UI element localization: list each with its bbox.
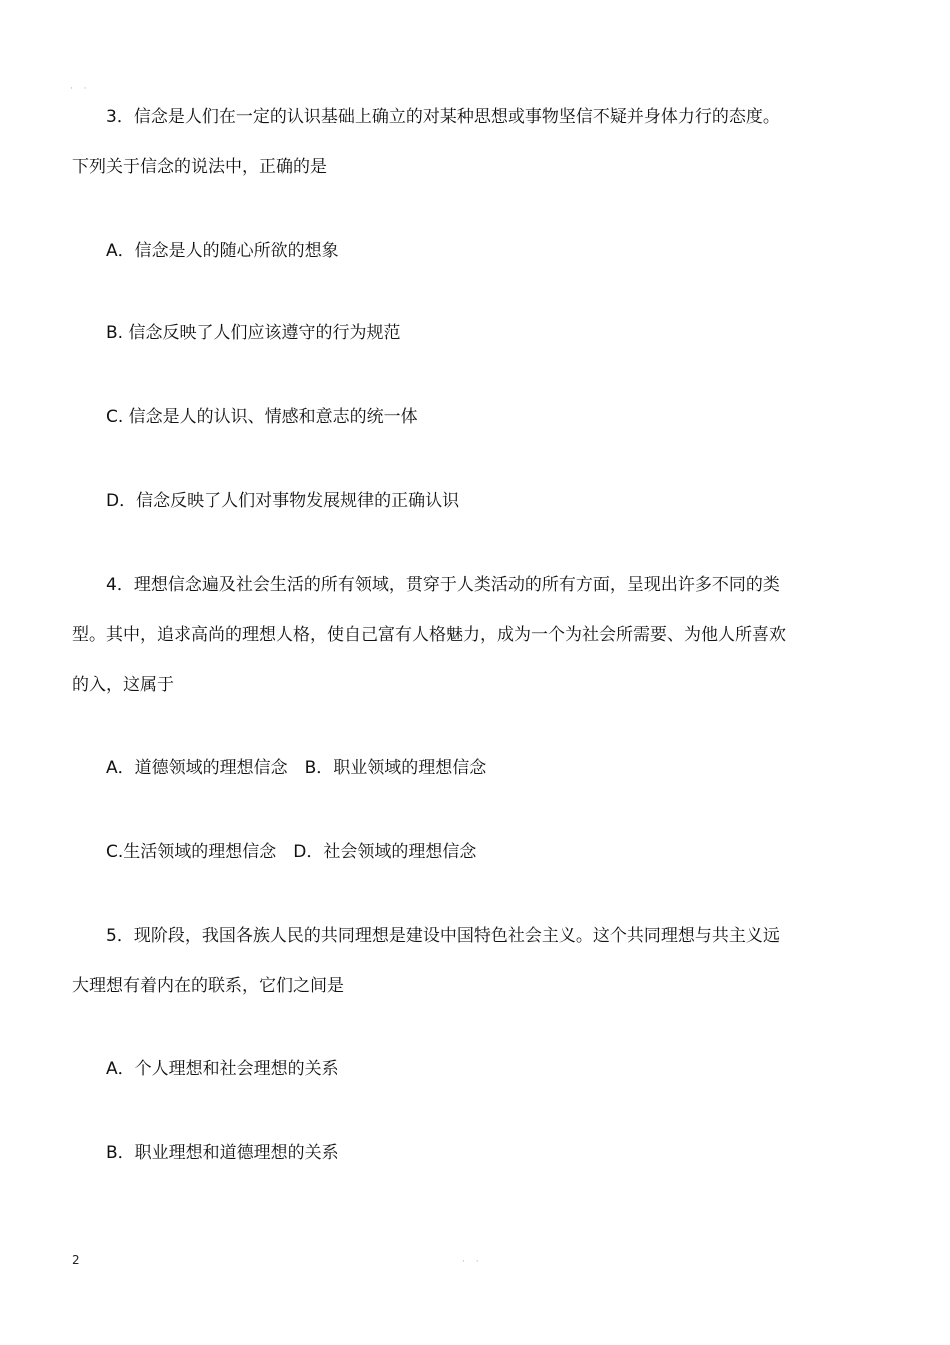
answer-option: A．信念是人的随心所欲的想象	[106, 241, 339, 261]
answer-option: B. 信念反映了人们应该遵守的行为规范	[106, 323, 401, 343]
question-stem-line: 5．现阶段，我国各族人民的共同理想是建设中国特色社会主义。这个共同理想与共主义远	[106, 926, 780, 946]
question-stem-line: 下列关于信念的说法中，正确的是	[72, 157, 327, 177]
question-stem-line: 的入，这属于	[72, 675, 174, 695]
answer-option: A．道德领域的理想信念 B．职业领域的理想信念	[106, 758, 487, 778]
answer-option: C.生活领域的理想信念 D．社会领域的理想信念	[106, 842, 477, 862]
question-stem-line: 大理想有着内在的联系，它们之间是	[72, 976, 344, 996]
answer-option: C. 信念是人的认识、情感和意志的统一体	[106, 407, 418, 427]
answer-option: D．信念反映了人们对事物发展规律的正确认识	[106, 491, 460, 511]
question-stem-line: 4．理想信念遍及社会生活的所有领域，贯穿于人类活动的所有方面，呈现出许多不同的类	[106, 575, 780, 595]
page-number: 2	[72, 1253, 80, 1267]
footer-marks: · ·	[462, 1257, 483, 1267]
question-stem-line: 型。其中，追求高尚的理想人格，使自己富有人格魅力，成为一个为社会所需要、为他人所喜欢	[72, 625, 786, 645]
header-marks: · ·	[70, 84, 91, 94]
question-stem-line: 3．信念是人们在一定的认识基础上确立的对某种思想或事物坚信不疑并身体力行的态度。	[106, 107, 780, 127]
answer-option: A．个人理想和社会理想的关系	[106, 1059, 339, 1079]
answer-option: B．职业理想和道德理想的关系	[106, 1143, 339, 1163]
